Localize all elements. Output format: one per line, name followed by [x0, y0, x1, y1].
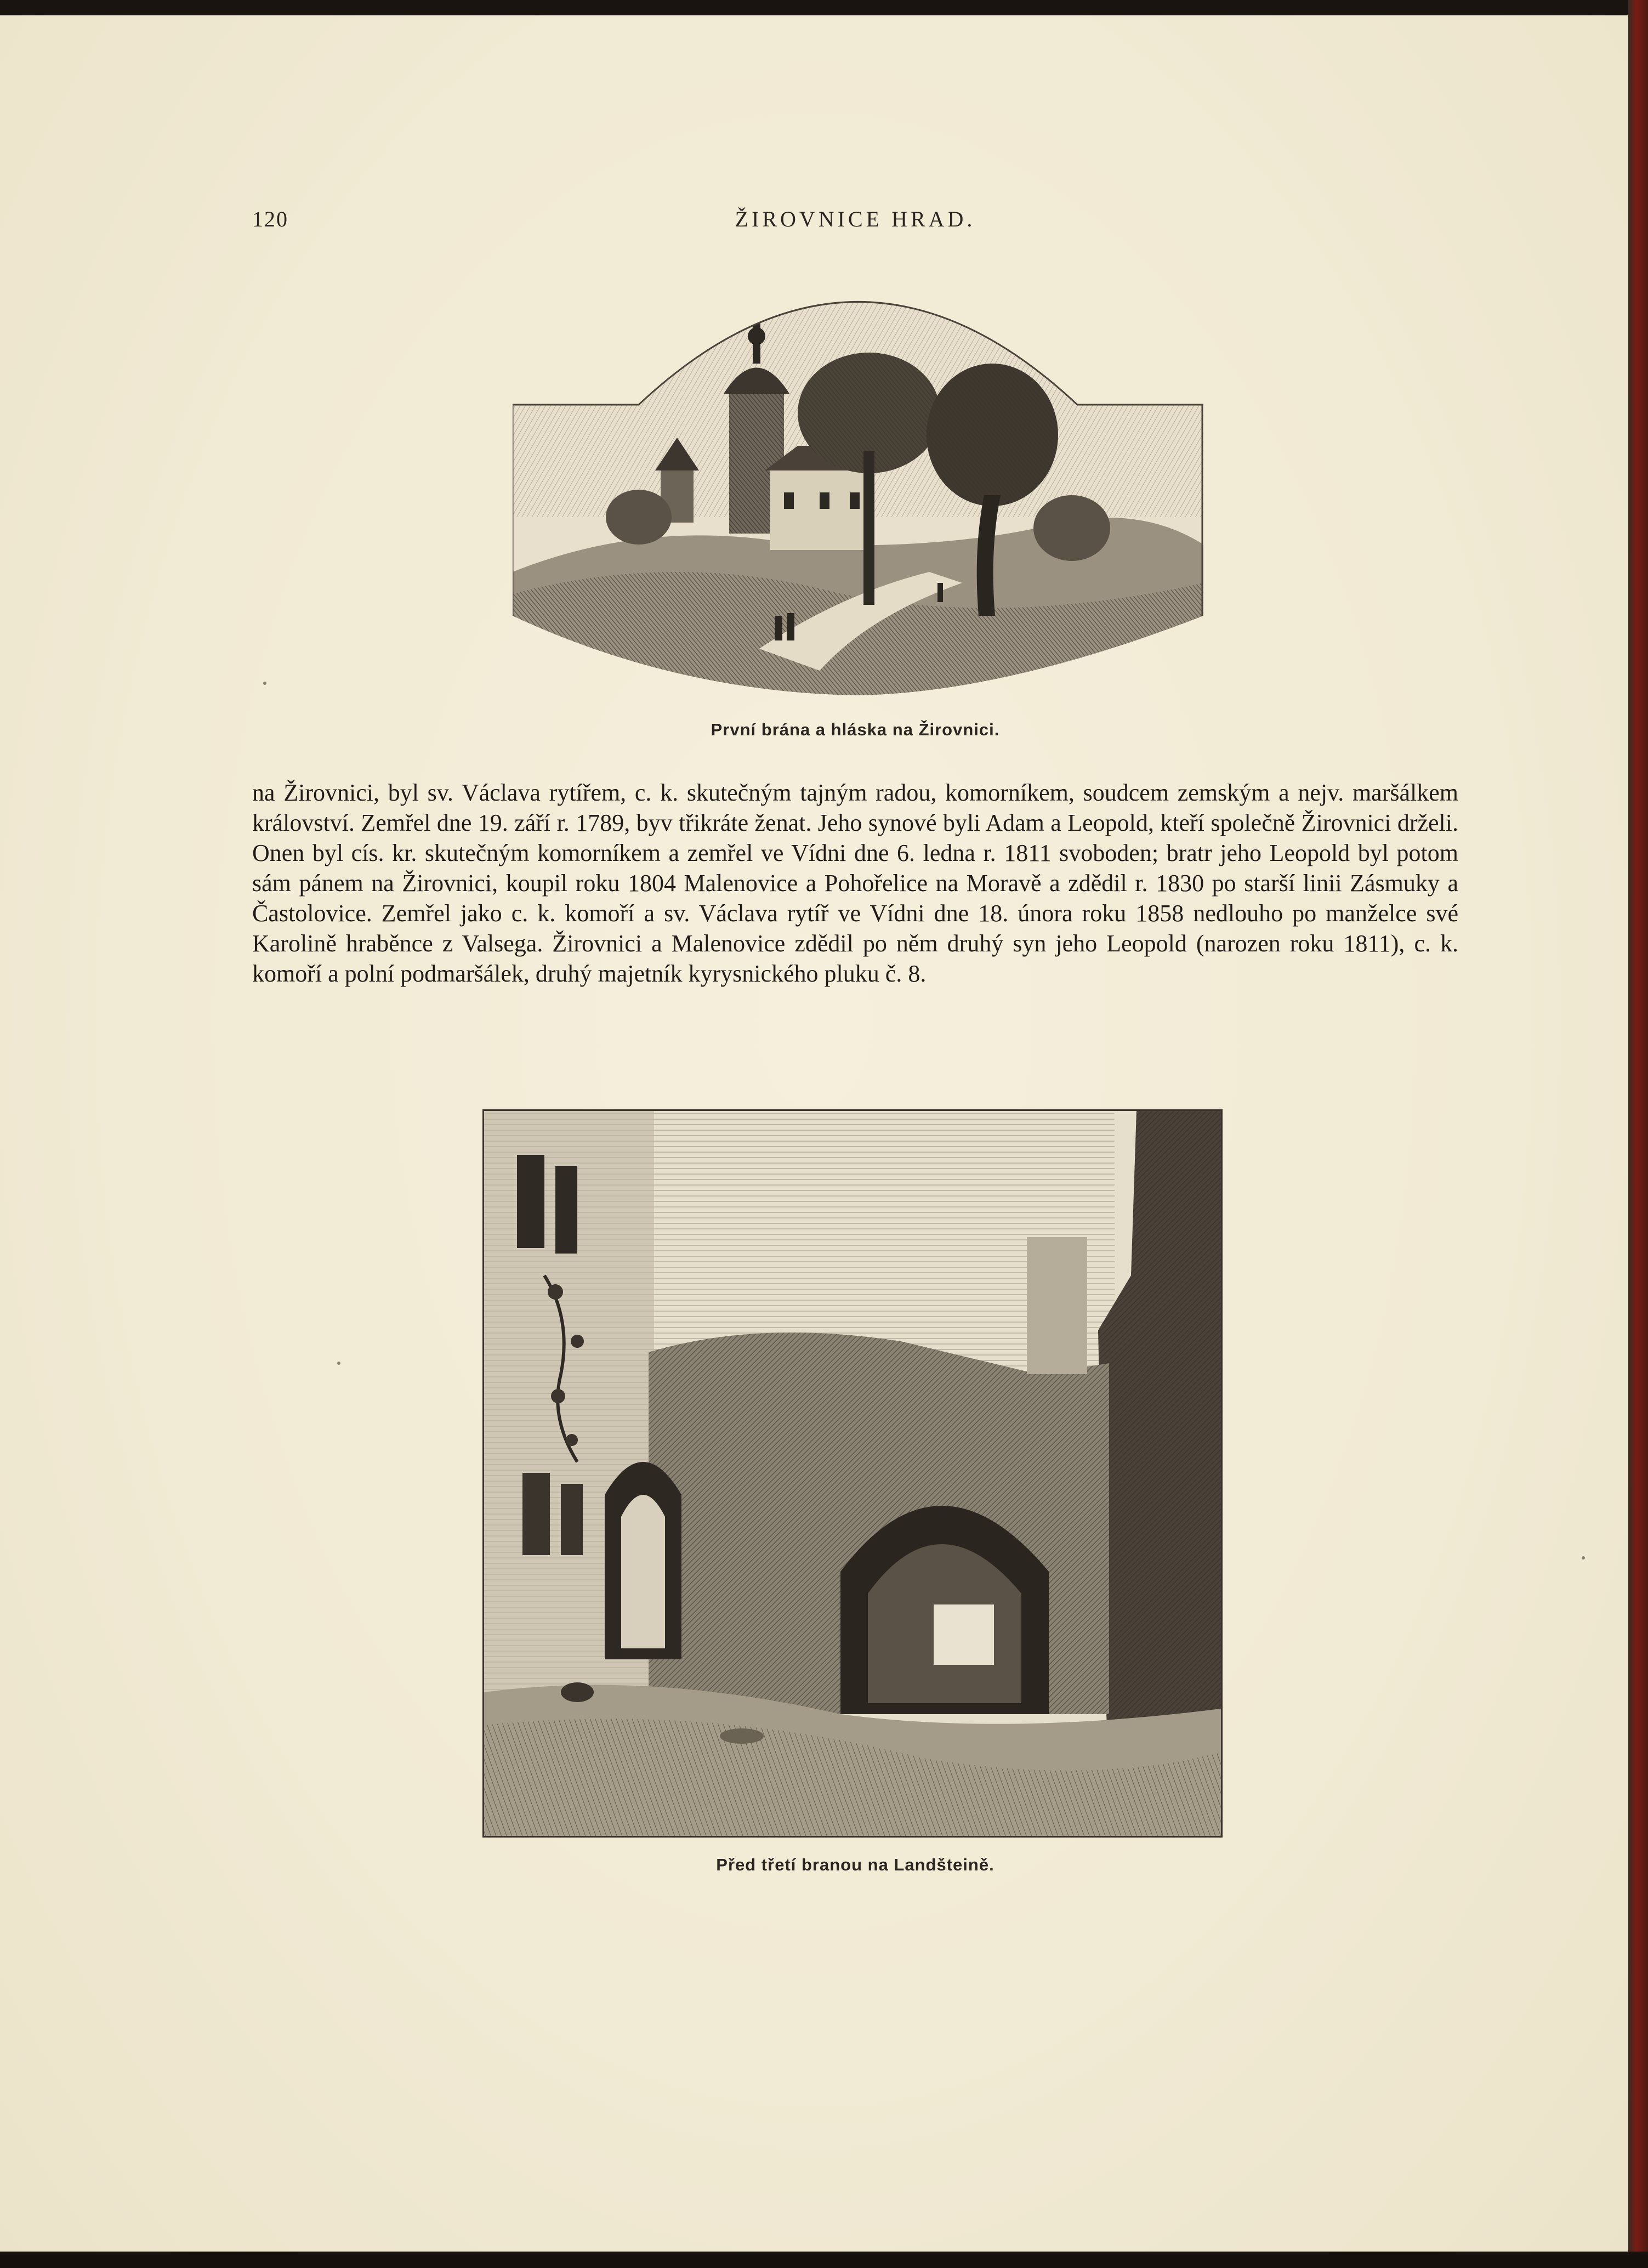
book-page	[0, 15, 1628, 2252]
paper-speck	[263, 682, 266, 685]
book-spine-edge	[1628, 0, 1648, 2268]
engraving-castle-gate	[513, 287, 1203, 704]
engraving-ruined-gate	[482, 1109, 1223, 1838]
body-paragraph	[252, 778, 1458, 989]
page-number: 120	[252, 207, 288, 231]
scan-bottom-edge	[0, 2252, 1648, 2268]
paper-speck	[1582, 1556, 1585, 1560]
figure-caption-1: První brána a hláska na Žirovnici.	[711, 720, 1000, 739]
running-head: ŽIROVNICE HRAD.	[735, 207, 976, 231]
paper-speck	[337, 1362, 340, 1365]
body-paragraph-text: na Žirovnici, byl sv. Václava rytířem, c. k. skutečným tajným radou, komorníkem, soudcem zemským a nejv. maršálkem království. Zemřel dne 19. září r. 1789, byv třikráte ženat. Jeho synové byli Adam a Leopold, kteří společně Žirovnici drželi. Onen byl cís. kr. skutečným komorníkem a zemřel ve Vídni dne 6. ledna r. 1811 svoboden; bratr jeho Leopold byl potom sám pánem na Žirovnici, koupil roku 1804 Malenovice a Pohořelice na Moravě a zdědil r. 1830 po starší linii Zásmuky a Častolovice. Zemřel jako c. k. komoří a sv. Václava rytíř ve Vídni dne 18. února roku 1858 nedlouho po manželce své Karolině hraběnce z Valsega. Žirovnici a Malenovice zdědil po něm druhý syn jeho Leopold (narozen roku 1811), c. k. komoří a polní podmaršálek, druhý majetník kyrysnického pluku č. 8.	[252, 779, 1458, 987]
figure-caption-2: Před třetí branou na Landšteině.	[716, 1855, 995, 1874]
page-header	[252, 206, 1458, 239]
